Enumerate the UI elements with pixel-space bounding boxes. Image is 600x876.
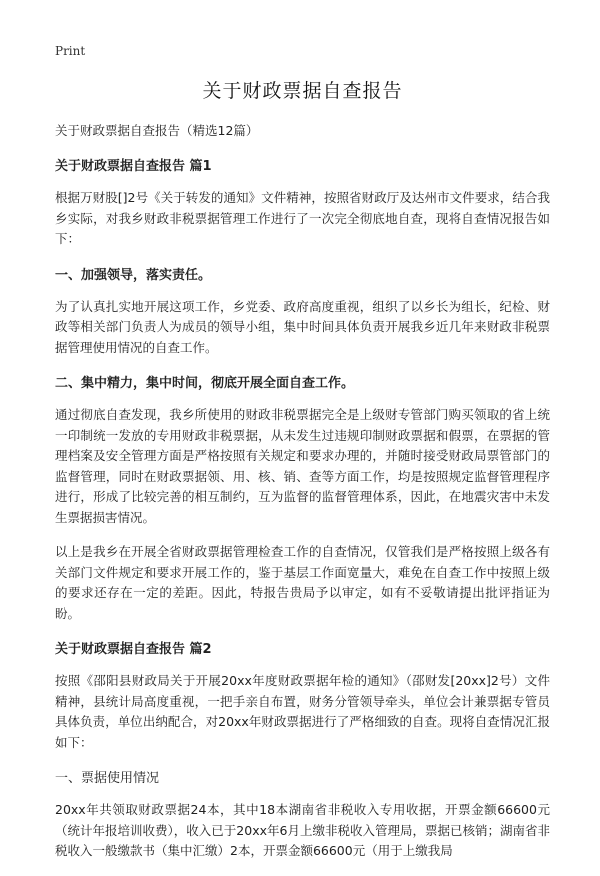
article1-intro: 根据万财股[]2号《关于转发的通知》文件精神，按照省财政厅及达州市文件要求，结合我乡实际，对我乡财政非税票据管理工作进行了一次完全彻底地自查，现将自查情况报告如下： bbox=[55, 190, 550, 246]
document-subtitle: 关于财政票据自查报告（精选12篇） bbox=[55, 123, 259, 138]
print-link[interactable]: Print bbox=[55, 44, 86, 58]
article1-section1-heading: 一、加强领导，落实责任。 bbox=[55, 267, 212, 283]
article2-intro: 按照《邵阳县财政局关于开展20xx年度财政票据年检的通知》（邵财发[20xx]2号）文件精神，县统计局高度重视，一把手亲自布置，财务分管领导牵头，单位会计兼票据专管员具体负责，单位出纳配合，对20xx年财政票据进行了严格细致的自查。现将自查情况汇报如下： bbox=[55, 673, 550, 750]
article1-closing-paragraph: 以上是我乡在开展全省财政票据管理检查工作的自查情况，仅管我们是严格按照上级各有关部门文件规定和要求开展工作的，鉴于基层工作面宽量大，难免在自查工作中按照上级的要求还存在一定的差距。因此，特报告贵局予以审定，如有不妥敬请提出批评指证为盼。 bbox=[55, 544, 550, 621]
page-title: 关于财政票据自查报告 bbox=[202, 80, 403, 102]
article1-heading: 关于财政票据自查报告 篇1 bbox=[55, 159, 212, 174]
article2-heading: 关于财政票据自查报告 篇2 bbox=[55, 642, 212, 657]
article1-section1-paragraph: 为了认真扎实地开展这项工作，乡党委、政府高度重视，组织了以乡长为组长，纪检、财政等相关部门负责人为成员的领导小组，集中时间具体负责开展我乡近几年来财政非税票据管理使用情况的自查工作。 bbox=[55, 298, 550, 355]
document-body bbox=[55, 76, 550, 876]
article2-section1-paragraph: 20xx年共领取财政票据24本，其中18本湖南省非税收入专用收据，开票金额66600元（统计年报培训收费），收入已于20xx年6月上缴非税收入管理局，票据已核销；湖南省非税收入一般缴款书（集中汇缴）2本，开票金额66600元（用于上缴我局 bbox=[55, 802, 550, 858]
article1-section2-heading: 二、集中精力，集中时间，彻底开展全面自查工作。 bbox=[55, 376, 355, 391]
article1-section2-paragraph: 通过彻底自查发现，我乡所使用的财政非税票据完全是上级财专管部门购买领取的省上统一印制统一发放的专用财政非税票据，从未发生过违规印制财政票据和假票，在票据的管理档案及安全管理方面是严格按照有关规定和要求办理的，并随时接受财政局票管部门的监督管理，同时在财政票据领、用、核、销、查等方面工作，均是按照规定监督管理程序进行，形成了比较完善的相互制约，互为监督的监督管理体系，因此，在地震灾害中未发生票据损害情况。 bbox=[55, 407, 550, 525]
article2-section1-heading: 一、票据使用情况 bbox=[55, 771, 160, 786]
